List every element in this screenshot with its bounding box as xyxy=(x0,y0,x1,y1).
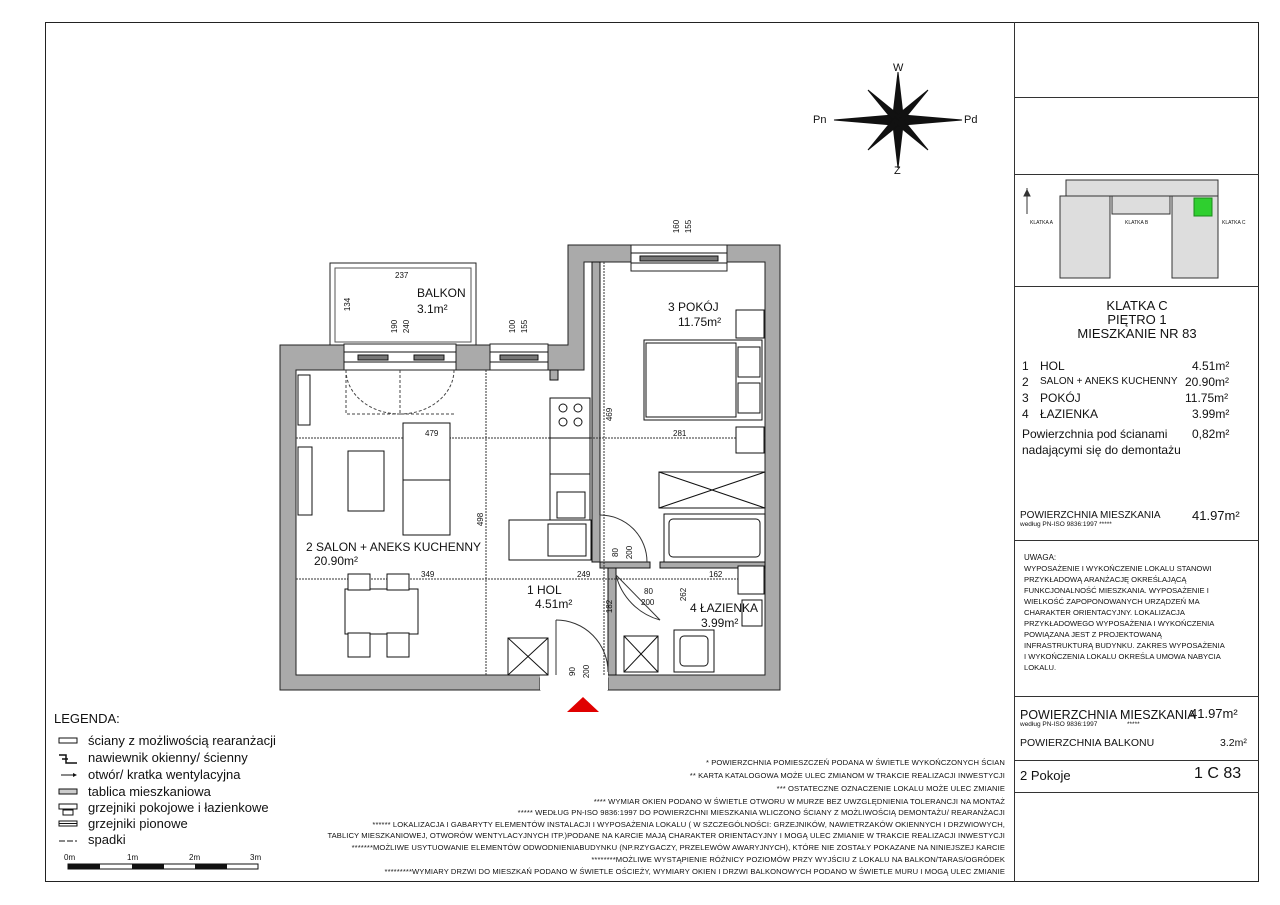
room-pokoj-area: 11.75m² xyxy=(678,315,722,329)
scale-1m: 1m xyxy=(127,853,139,862)
dim-hol-w: 249 xyxy=(577,570,591,579)
footnote: * POWIERZCHNIA POMIESZCZEŃ PODANA W ŚWIETLE WYKOŃCZONYCH ŚCIAN xyxy=(705,758,1005,767)
footnote: TABLICY MIESZKANIOWEJ, OTWORÓW WENTYLACYJNYCH ITP.)PODANE NA KARCIE MAJĄ CHARAKTER ORIENTACYJNY I MOGĄ ULEC ZMIANIE W TRAKCIE REALIZACJI INWESTYCJI xyxy=(327,831,1005,840)
room-row-name: ŁAZIENKA xyxy=(1040,407,1099,421)
summary-pow-sub: według PN-ISO 9836:1997 xyxy=(1020,721,1098,728)
uwaga-line: WYPOSAŻENIE I WYKOŃCZENIE LOKALU STANOWI xyxy=(1024,564,1212,573)
dim-salon-lower-w: 349 xyxy=(421,570,435,579)
footnote: *******MOŻLIWE USYTUOWANIE ELEMENTÓW ODWODNIENIABUDYNKU (NP.RZYGACZY, PRZELEWÓW AWARYJNYCH), KTÓRE NIE ZOSTAŁY POKAZANE NA NINIEJSZEJ KARCIE xyxy=(351,843,1005,852)
dim-balkon-w: 237 xyxy=(395,271,409,280)
room-row-name: HOL xyxy=(1040,359,1065,373)
dim-door2-w: 80 xyxy=(644,587,653,596)
dim-okno3-h: 155 xyxy=(684,219,694,234)
room-hol-label: 1 HOL xyxy=(527,583,562,597)
room-balkon-label: BALKON xyxy=(417,286,466,300)
summary-balkon-label: POWIERZCHNIA BALKONU xyxy=(1020,737,1155,749)
dim-okno2-h: 155 xyxy=(520,319,530,334)
keyplan-klatka-b: KLATKA B xyxy=(1125,220,1149,226)
scale-3m: 3m xyxy=(250,853,262,862)
legend-item-radiator: grzejniki pokojowe i łazienkowe xyxy=(62,800,269,815)
uwaga-line: FUNKCJONALNOŚĆ MIESZKANIA. WYPOSAŻENIE I xyxy=(1024,586,1209,595)
room-lazienka-label: 4 ŁAZIENKA xyxy=(690,601,759,615)
compass-north: W xyxy=(893,62,904,74)
dim-pokoj-w: 281 xyxy=(673,429,687,438)
room-balkon-area: 3.1m² xyxy=(417,302,448,316)
summary-pow-stars: ***** xyxy=(1127,721,1140,728)
info-mieszkanie: MIESZKANIE NR 83 xyxy=(1077,326,1197,341)
room-row-area: 3.99m² xyxy=(1192,407,1230,421)
footnote: ****** LOKALIZACJA I GABARYTY ELEMENTÓW INSTALACJI I WYPOSAŻENIA LOKALU ( W SZCZEGÓLNOŚCI: GRZEJNIKÓW, NAWIETRZAKÓW OKIENNYCH I DRZWIOWYCH, xyxy=(372,820,1005,829)
dim-salon-w: 479 xyxy=(425,429,439,438)
summary-balkon-value: 3.2m² xyxy=(1220,737,1247,749)
legend-item-walls: ściany z możliwością rearanżacji xyxy=(62,733,276,748)
info-pietro: PIĘTRO 1 xyxy=(1107,312,1167,327)
dim-door3-w: 90 xyxy=(567,667,577,676)
dim-okno3-w: 160 xyxy=(672,219,682,234)
room-row-name: SALON + ANEKS KUCHENNY xyxy=(1040,376,1178,387)
legend-item-vertical-radiator: grzejniki pionowe xyxy=(62,816,188,831)
pod-scianami-line1: Powierzchnia pod ścianami xyxy=(1022,427,1168,441)
dim-door1-w: 80 xyxy=(610,548,620,557)
compass-west: Pn xyxy=(813,114,827,126)
footnote: **** WYMIAR OKIEN PODANO W ŚWIETLE OTWORU W MURZE BEZ UWZGLĘDNIENIA TOLERANCJI NA MONTAŻ xyxy=(593,797,1005,806)
compass-south: Z xyxy=(894,165,901,177)
summary-code: 1 C 83 xyxy=(1194,765,1242,782)
uwaga-line: WIELKOŚĆ ZAPOPONOWANYCH URZĄDZEŃ MA xyxy=(1024,597,1200,606)
legend-item-opening: otwór/ kratka wentylacyjna xyxy=(62,767,240,782)
dim-door1-h: 200 xyxy=(625,545,635,560)
legend-item-panel: tablica mieszkaniowa xyxy=(62,784,211,799)
room-salon-area: 20.90m² xyxy=(314,554,359,568)
info-pow-sub: według PN-ISO 9836:1997 ***** xyxy=(1020,521,1112,528)
footnote: ** KARTA KATALOGOWA MOŻE ULEC ZMIANOM W TRAKCIE REALIZACJI INWESTYCJI xyxy=(689,771,1005,780)
room-row-no: 4 xyxy=(1022,407,1029,421)
info-pow-value: 41.97m² xyxy=(1192,508,1240,523)
uwaga-line: CHARAKTER ORIENTACYJNY. LOKALIZACJA xyxy=(1024,608,1185,617)
room-row-area: 4.51m² xyxy=(1192,359,1230,373)
dim-door3-h: 200 xyxy=(582,664,592,679)
dim-lazienka-w: 162 xyxy=(709,570,723,579)
uwaga-line: POWIĄZANA JEST Z PROJEKTOWANĄ xyxy=(1024,630,1162,639)
summary-pokoje: 2 Pokoje xyxy=(1020,768,1071,783)
dim-lazienka-h: 262 xyxy=(679,587,689,602)
dim-salon-h: 498 xyxy=(476,512,486,527)
pod-scianami-line2: nadającymi się do demontażu xyxy=(1022,443,1181,457)
dim-pokoj-h: 469 xyxy=(605,407,615,422)
room-row-name: POKÓJ xyxy=(1040,391,1081,405)
dim-okno1-h: 240 xyxy=(402,319,412,334)
dim-hol-h: 182 xyxy=(605,599,615,614)
footnote: ********MOŻLIWE WYSTĄPIENIE RÓŻNICY POZIOMÓW PRZY WYJŚCIU Z LOKALU NA BALKON/TARAS/OGRÓDEK xyxy=(591,855,1005,864)
footnote: *** OSTATECZNE OZNACZENIE LOKALU MOŻE ULEC ZMIANIE xyxy=(776,784,1005,793)
dim-okno1-w: 190 xyxy=(390,319,400,334)
room-hol-area: 4.51m² xyxy=(535,597,573,611)
room-row-area: 20.90m² xyxy=(1185,375,1230,389)
info-klatka: KLATKA C xyxy=(1106,298,1168,313)
uwaga-line: PRZYKŁADOWĄ ARANŻACJĘ OKREŚLAJĄCĄ xyxy=(1024,575,1187,584)
legend-item-vent: nawiewnik okienny/ ścienny xyxy=(62,750,248,765)
room-row-area: 11.75m² xyxy=(1185,391,1229,405)
dim-okno2-w: 100 xyxy=(508,319,518,334)
dim-balkon-h: 134 xyxy=(343,297,353,312)
summary-pow-value: 41.97m² xyxy=(1190,706,1238,721)
uwaga-line: LOKALU. xyxy=(1024,663,1057,672)
legend-title: LEGENDA: xyxy=(54,711,120,726)
pod-scianami-value: 0,82m² xyxy=(1192,427,1230,441)
keyplan-klatka-a: KLATKA A xyxy=(1030,220,1053,226)
scale-0m: 0m xyxy=(64,853,76,862)
footnote: ***** WEDŁUG PN-ISO 9836:1997 DO POWIERZCHNI MIESZKANIA WLICZONO ŚCIANY Z MOŻLIWOŚCIĄ DEMONTAŻU/ REARANŻACJI xyxy=(517,808,1005,817)
dim-door2-h: 200 xyxy=(641,598,655,607)
keyplan-klatka-c: KLATKA C xyxy=(1222,220,1246,226)
uwaga-title: UWAGA: xyxy=(1024,553,1057,562)
uwaga-line: INFRASTRUKTURĄ BUDYNKU. ZAKRES WYPOSAŻENIA xyxy=(1024,641,1225,650)
info-pow-label: POWIERZCHNIA MIESZKANIA xyxy=(1020,510,1161,521)
room-row-no: 1 xyxy=(1022,359,1029,373)
room-row-no: 3 xyxy=(1022,391,1029,405)
legend-item-slope: spadki xyxy=(62,832,126,847)
uwaga-line: I WYKOŃCZENIA LOKALU OKREŚLA UMOWA NABYCIA xyxy=(1024,652,1221,661)
summary-pow-label: POWIERZCHNIA MIESZKANIA xyxy=(1020,708,1196,722)
room-salon-label: 2 SALON + ANEKS KUCHENNY xyxy=(306,540,482,554)
compass-east: Pd xyxy=(964,114,978,126)
room-row-no: 2 xyxy=(1022,375,1029,389)
room-lazienka-area: 3.99m² xyxy=(701,616,739,630)
uwaga-line: PRZYKŁADOWEGO WYPOSAŻENIA I WYKOŃCZENIA xyxy=(1024,619,1215,628)
footnote: *********WYMIARY DRZWI DO MIESZKAŃ PODANO W ŚWIETLE OŚCIEŻY, WYMIARY OKIEN I DRZWI BALKONOWYCH PODANO W ŚWIETLE MURU I MOGĄ ULEC ZMIANIE xyxy=(384,867,1005,876)
room-pokoj-label: 3 POKÓJ xyxy=(668,300,719,314)
scale-2m: 2m xyxy=(189,853,201,862)
